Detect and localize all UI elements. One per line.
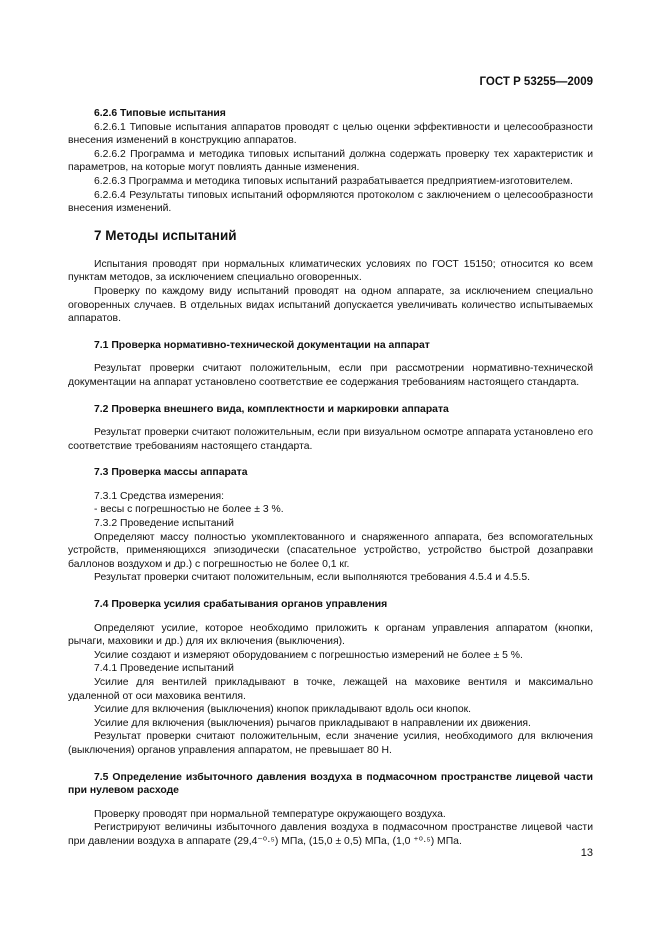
paragraph: Результат проверки считают положительным, если выполняются требования 4.5.4 и 4.5.5.: [94, 572, 530, 584]
paragraph: Усилие создают и измеряют оборудованием с погрешностью измерений не более ± 5 %.: [94, 649, 523, 661]
paragraph: Усилие для включения (выключения) кнопок прикладывают вдоль оси кнопок.: [94, 704, 472, 716]
paragraph: 7.3.2 Проведение испытаний: [94, 518, 234, 530]
paragraph: Испытания проводят при нормальных климатических условиях по ГОСТ 15150; относится ко всем пунктам методов, за исключением специально оговоренных.: [68, 258, 593, 284]
paragraph: 7.3.1 Средства измерения:: [94, 490, 225, 502]
paragraph: Усилие для вентилей прикладывают в точке, лежащей на маховике вентиля и максимально удаленной от оси маховика вентиля.: [68, 677, 593, 702]
paragraph: Результат проверки считают положительным, если при рассмотрении нормативно-технической документации на аппарат установлено соответствие ее содержания требованиям настоящего стандарта.: [68, 363, 593, 388]
paragraph: Проверку проводят при нормальной температуре окружающего воздуха.: [94, 808, 446, 820]
paragraph: 6.2.6.2 Программа и методика типовых испытаний должна содержать проверку тех характеристик и параметров, на которые могут повлиять данные изменения.: [68, 148, 593, 174]
section-heading: 7.2 Проверка внешнего вида, комплектности и маркировки аппарата: [94, 403, 449, 415]
paragraph: Определяют массу полностью укомплектованного и снаряженного аппарата, без вспомогательных устройств, применяющихся эпизодически (спасательное устройство, устройство быстрой дозаправки баллонов воздухом и др.) с погрешностью не более 0,1 кг.: [68, 531, 593, 570]
section-heading: 7.5 Определение избыточного давления воздуха в подмасочном пространстве лицевой части при нулевом расходе: [68, 771, 593, 797]
paragraph: Регистрируют величины избыточного давления воздуха в подмасочном пространстве лицевой части при давлении воздуха в аппарате (29,4⁻⁰·⁵) МПа, (15,0 ± 0,5) МПа, (1,0 ⁺⁰·⁵) МПа.: [68, 822, 593, 847]
section-heading: 7.3 Проверка массы аппарата: [94, 467, 248, 479]
paragraph: Усилие для включения (выключения) рычагов прикладывают в направлении их движения.: [94, 717, 531, 729]
paragraph: Результат проверки считают положительным, если при визуальном осмотре аппарата установлено его соответствие требованиям настоящего стандарта.: [68, 427, 593, 452]
paragraph: Определяют усилие, которое необходимо приложить к органам управления аппаратом (кнопки, рычаги, маховики и др.) для их включения (выключения).: [68, 622, 593, 648]
paragraph: 7.4.1 Проведение испытаний: [94, 663, 234, 675]
document-id: ГОСТ Р 53255—2009: [479, 76, 593, 88]
paragraph: - весы с погрешностью не более ± 3 %.: [94, 504, 284, 516]
paragraph: Проверку по каждому виду испытаний проводят на одном аппарате, за исключением специально оговоренных случаев. В отдельных видах испытаний допускается увеличивать количество испытываемых аппаратов.: [68, 285, 593, 325]
chapter-heading: 7 Методы испытаний: [94, 227, 237, 243]
paragraph: 6.2.6.1 Типовые испытания аппаратов проводят с целью оценки эффективности и целесообразности внесения изменений в конструкцию аппаратов.: [68, 121, 593, 147]
paragraph: 6.2.6.3 Программа и методика типовых испытаний разрабатывается предприятием-изготовителем.: [94, 175, 573, 187]
section-heading: 7.1 Проверка нормативно-технической документации на аппарат: [94, 339, 430, 351]
paragraph: 6.2.6.4 Результаты типовых испытаний оформляются протоколом с заключением о целесообразности внесения изменений.: [68, 189, 593, 215]
section-heading: 7.4 Проверка усилия срабатывания органов управления: [94, 599, 388, 611]
paragraph: Результат проверки считают положительным, если значение усилия, необходимого для включения (выключения) органов управления аппаратом, не превышает 80 Н.: [68, 731, 593, 756]
section-heading: 6.2.6 Типовые испытания: [94, 108, 226, 119]
page-number: 13: [580, 847, 593, 859]
page-content: [68, 107, 593, 849]
